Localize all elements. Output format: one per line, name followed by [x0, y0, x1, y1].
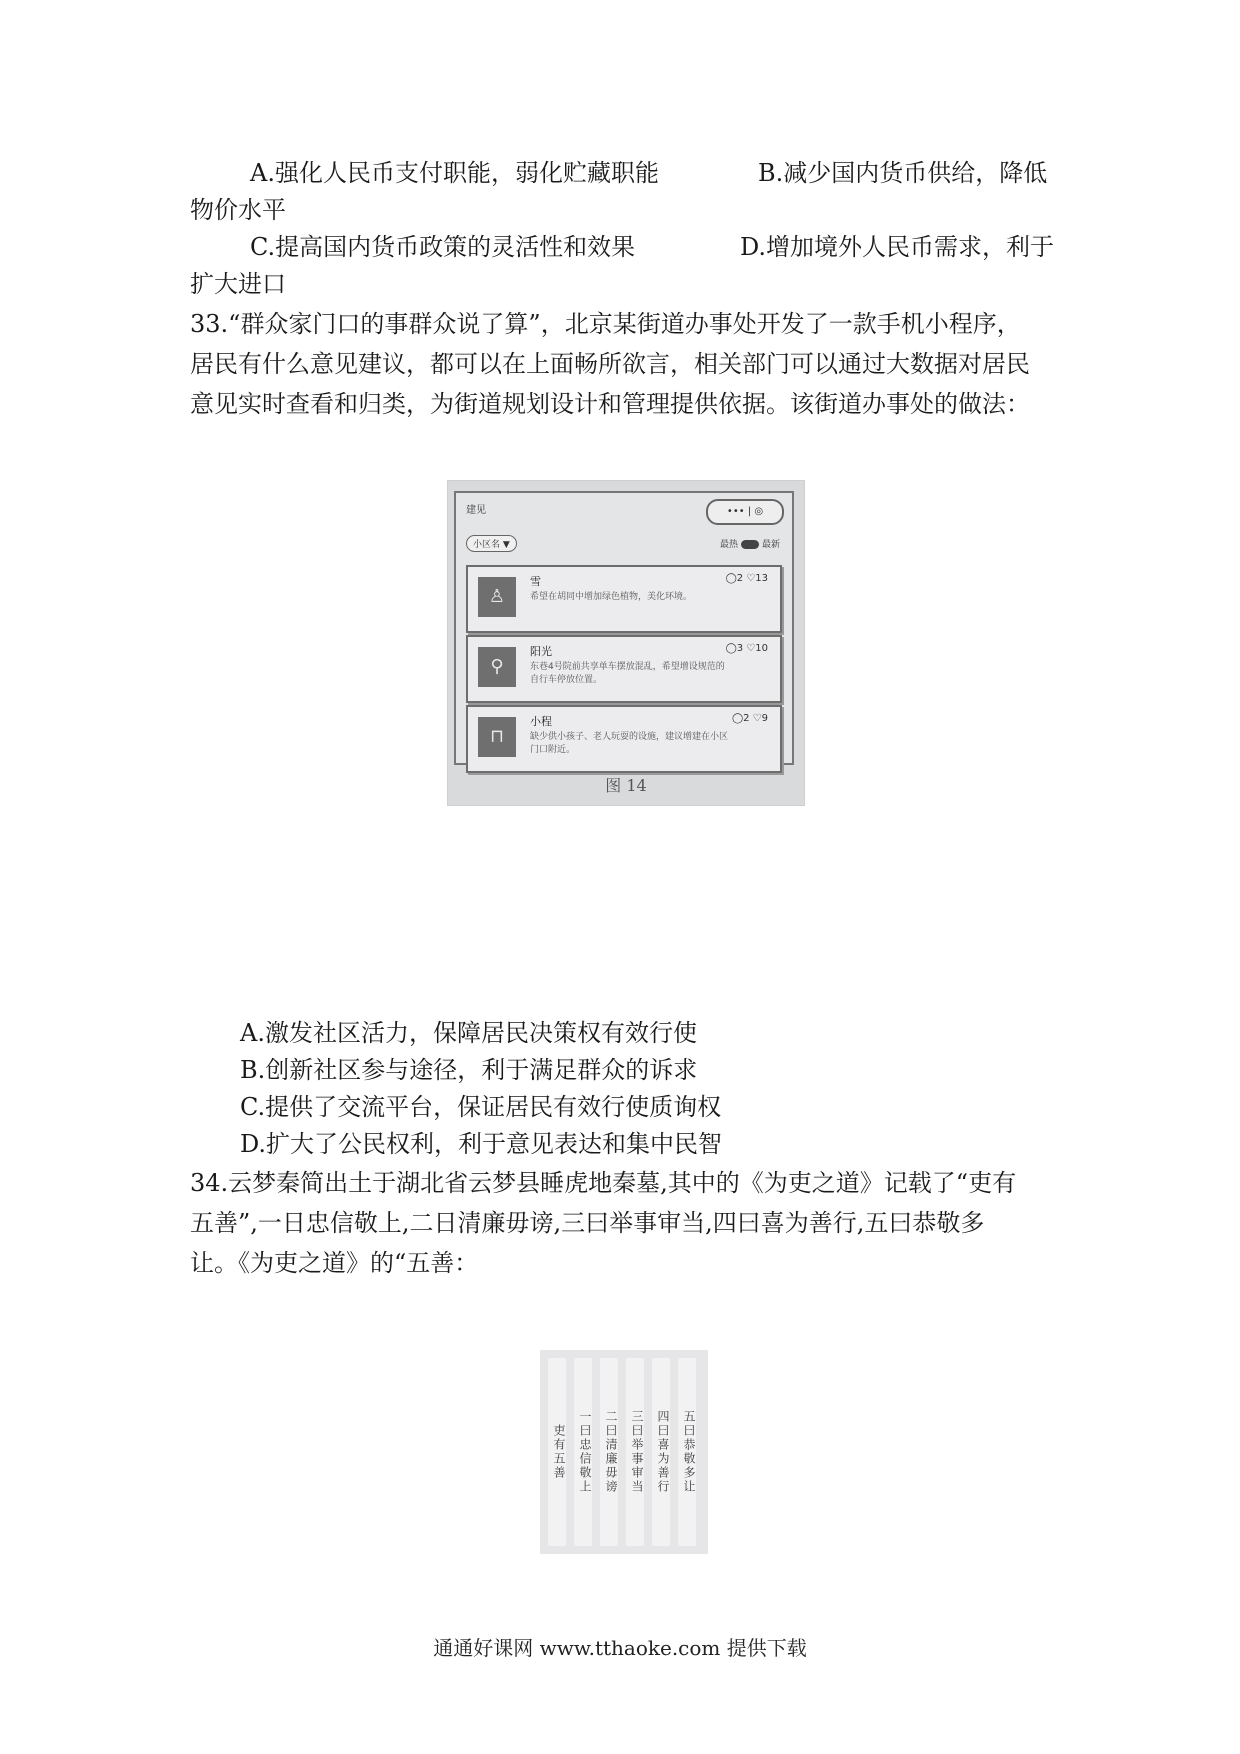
q33-stem-line-1: 33.“群众家门口的事群众说了算”，北京某街道办事处开发了一款手机小程序， — [190, 310, 1021, 338]
card-user-name: 小程 — [530, 715, 552, 728]
person-icon: ♙ — [478, 577, 516, 617]
toggle-switch-icon — [741, 540, 759, 549]
q33-option-d: D.扩大了公民权利，利于意见表达和集中民智 — [240, 1130, 723, 1158]
q32-option-d: D.增加境外人民币需求，利于 — [740, 233, 1055, 261]
feedback-card — [466, 705, 782, 773]
feedback-card — [466, 565, 782, 633]
bamboo-slip: 四曰喜为善行 — [652, 1358, 670, 1546]
q34-stem-line-1: 34.云梦秦简出土于湖北省云梦县睡虎地秦墓,其中的《为吏之道》记载了“吏有 — [190, 1169, 1017, 1197]
sort-new-label: 最新 — [761, 540, 780, 550]
q33-option-a: A.激发社区活力，保障居民决策权有效行使 — [240, 1019, 697, 1047]
q32-option-a: A.强化人民币支付职能，弱化贮藏职能 — [250, 159, 659, 187]
figure-14-photo — [447, 480, 805, 806]
card-text: 希望在胡同中增加绿色植物，美化环境。 — [530, 592, 693, 602]
q33-stem-line-3: 意见实时查看和归类，为街道规划设计和管理提供依据。该街道办事处的做法： — [190, 390, 1030, 418]
card-text: 东巷4号院前共享单车摆放混乱，希望增设规范的自行车停放位置。 — [530, 662, 725, 685]
figure-caption: 图 14 — [605, 776, 647, 795]
bamboo-slip: 五曰恭敬多让 — [678, 1358, 696, 1546]
sort-toggle — [720, 537, 780, 550]
q34-stem-line-3: 让。《为吏之道》的“五善： — [190, 1249, 479, 1277]
card-user-name: 雪 — [530, 575, 541, 588]
bamboo-slip: 一曰忠信敬上 — [574, 1358, 592, 1546]
q32-option-d-continued: 扩大进口 — [190, 270, 286, 298]
bamboo-slip: 三曰举事审当 — [626, 1358, 644, 1546]
q32-option-b-continued: 物价水平 — [190, 196, 286, 224]
card-stats: ◯2 ♡13 — [725, 573, 768, 584]
q34-stem-line-2: 五善”,一日忠信敬上,二日清廉毋谤,三曰举事审当,四曰喜为善行,五曰恭敬多 — [190, 1209, 985, 1237]
q32-option-b: B.减少国内货币供给，降低 — [758, 159, 1048, 187]
q32-option-c: C.提高国内货币政策的灵活性和效果 — [250, 233, 636, 261]
gate-icon: ⊓ — [478, 717, 516, 757]
q33-stem-line-2: 居民有什么意见建议，都可以在上面畅所欲言，相关部门可以通过大数据对居民 — [190, 350, 1030, 378]
menu-capsule-icon: ••• | ◎ — [706, 499, 784, 525]
feedback-card — [466, 635, 782, 703]
card-text: 缺少供小孩子、老人玩耍的设施，建议增建在小区门口附近。 — [530, 732, 729, 755]
card-stats: ◯3 ♡10 — [725, 643, 768, 654]
card-stats: ◯2 ♡9 — [731, 713, 768, 724]
community-filter: 小区名 ▼ — [466, 535, 517, 552]
q33-option-b: B.创新社区参与途径，利于满足群众的诉求 — [240, 1056, 698, 1084]
app-title: 建见 — [466, 505, 486, 516]
page-footer: 通通好课网 www.tthaoke.com 提供下载 — [433, 1636, 807, 1660]
bamboo-slips-photo — [540, 1350, 708, 1554]
bamboo-slip: 二曰清廉毋谤 — [600, 1358, 618, 1546]
card-user-name: 阳光 — [530, 645, 552, 658]
mini-program-screen — [454, 491, 794, 765]
sort-hot-label: 最热 — [719, 540, 738, 550]
bamboo-slip: 吏有五善 — [548, 1358, 566, 1546]
bicycle-icon: ⚲ — [478, 647, 516, 687]
q33-option-c: C.提供了交流平台，保证居民有效行使质询权 — [240, 1093, 722, 1121]
